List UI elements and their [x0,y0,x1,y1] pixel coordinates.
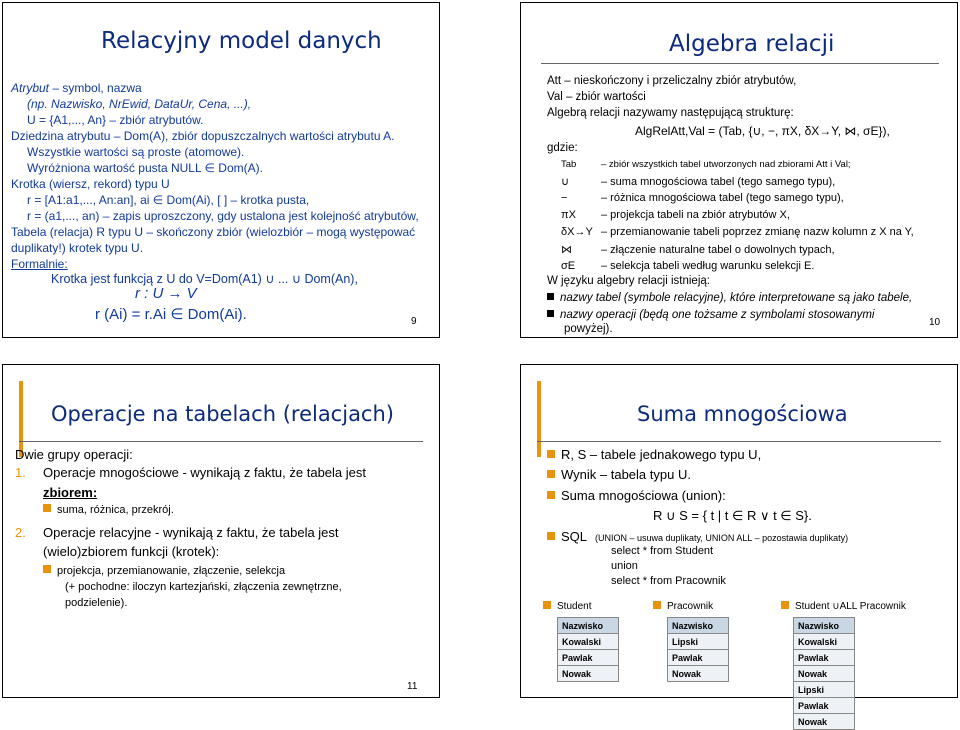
text-line: r = (a1,..., an) – zapis uproszczony, gdy ustalona jest kolejność atrybutów, [27,209,419,223]
page-number: 10 [929,317,941,328]
table-row [794,634,855,650]
table-cell: Nowak [794,714,855,730]
text-line: (+ pochodne: iloczyn kartezjański, złączenia zewnętrzne, [65,581,342,593]
table-cell: Nowak [668,666,729,682]
list-number: 2. [15,525,26,540]
table-cell: Pawlak [558,650,619,666]
bullet-line: R, S – tabele jednakowego typu U, [547,447,761,462]
formula: r : U → V [135,285,197,302]
bullet-line: SQL (UNION – usuwa duplikaty, UNION ALL – pozostawia duplikaty) [547,529,848,544]
table-row [794,666,855,682]
bullet-line: Wynik – tabela typu U. [547,467,691,482]
list-number: 1. [15,465,26,480]
bullet-icon [547,293,554,300]
text-line: Val – zbiór wartości [547,91,646,103]
op-row: σE – selekcja tabeli według warunku selekcji E. [561,260,815,272]
slide-title: Algebra relacji [669,31,835,57]
bullet-line: nazwy operacji (będą one tożsame z symbolami stosowanymi [547,309,874,321]
op-row: ⋈ – złączenie naturalne tabel o dowolnych typach, [561,244,835,256]
bullet-icon [547,450,555,458]
table-cell: Pawlak [668,650,729,666]
bullet-line: suma, różnica, przekrój. [43,504,174,516]
table-row [794,714,855,730]
text-line: (wielo)zbiorem funkcji (krotek): [43,544,220,559]
table-cell: Lipski [794,682,855,698]
bullet-icon [43,504,51,512]
bullet-icon [43,565,51,573]
slide-operacje [2,364,440,698]
table-row [558,618,619,634]
formula: r (Ai) = r.Ai ∈ Dom(Ai). [95,306,247,323]
text-line: Att – nieskończony i przeliczalny zbiór atrybutów, [547,75,797,87]
text-line: U = {A1,..., An} – zbiór atrybutów. [27,113,204,127]
bullet-icon [547,310,554,317]
table-caption: Pracownik [653,601,713,612]
text-line: Operacje mnogościowe - wynikają z faktu, że tabela jest [43,465,366,480]
table-cell: Nazwisko [558,618,619,634]
slide-suma [407,364,958,727]
bullet-icon [547,491,555,499]
text-line: Krotka jest funkcją z U do V=Dom(A1) ∪ ... ∪ Dom(An), [51,272,358,286]
op-row: δX→Y – przemianowanie tabeli poprzez zmianę nazw kolumn z X na Y, [561,226,914,238]
accent-bar [537,381,541,457]
bullet-line: projekcja, przemianowanie, złączenie, selekcja [43,565,285,577]
title-rule [537,441,941,442]
formula: AlgRelAtt,Val = (Tab, {∪, −, πX, δX→Y, ⋈, σE}), [635,124,890,138]
text-line: Wyróżniona wartość pusta NULL ∈ Dom(A). [27,161,263,175]
text-line: gdzie: [547,142,578,154]
text-line: Algebrą relacji nazywamy następującą strukturę: [547,107,794,119]
page-number: 11 [407,681,418,692]
op-row: Tab – zbiór wszystkich tabel utworzonych nad zbiorami Att i Val; [561,159,851,170]
table-row [558,634,619,650]
table-row [668,634,729,650]
square-icon [653,601,661,609]
table-row [668,618,729,634]
table-cell: Kowalski [558,634,619,650]
table-cell: Nazwisko [794,618,855,634]
table-cell: Nowak [794,666,855,682]
text-line: Dwie grupy operacji: [15,447,133,462]
formula: R ∪ S = { t | t ∈ R ∨ t ∈ S}. [653,508,812,523]
text-line: Dziedzina atrybutu – Dom(A), zbiór dopuszczalnych wartości atrybutu A. [11,129,395,143]
code-line: union [611,560,638,572]
op-row: ∪ – suma mnogościowa tabel (tego samego typu), [561,176,836,188]
code-line: select * from Pracownik [611,575,726,587]
square-icon [781,601,789,609]
square-icon [543,601,551,609]
bullet-icon [547,470,555,478]
table-cell: Kowalski [794,634,855,650]
table-row [668,666,729,682]
pracownik-table [667,617,729,682]
table-cell: Pawlak [794,650,855,666]
accent-bar [19,381,23,457]
text-line: zbiorem: [43,485,98,500]
bullet-icon [547,532,555,540]
text-line: Krotka (wiersz, rekord) typu U [11,177,170,191]
text-line: Operacje relacyjne - wynikają z faktu, że tabela jest [43,525,339,540]
text-line: (np. Nazwisko, NrEwid, DataUr, Cena, ...), [27,97,252,111]
slide-title: Suma mnogościowa [637,402,848,426]
table-row [794,618,855,634]
slide-algebra-relacji [520,2,958,338]
table-row [558,650,619,666]
union-table [793,617,855,730]
table-cell: Lipski [668,634,729,650]
table-cell: Pawlak [794,698,855,714]
slide-title: Operacje na tabelach (relacjach) [51,402,394,426]
text-line: Tabela (relacja) R typu U – skończony zbiór (wielozbiór – mogą występować [11,225,416,239]
text-line: powyżej). [564,323,613,335]
title-rule [19,441,423,442]
table-row [558,666,619,682]
text-line: duplikaty!) krotek typu U. [11,241,144,255]
text-line: W języku algebry relacji istnieją: [547,275,710,287]
table-row [794,650,855,666]
page-number: 9 [411,316,417,327]
bullet-line: Suma mnogościowa (union): [547,488,726,503]
text-line: podzielenie). [65,597,128,609]
op-row: − – różnica mnogościowa tabel (tego samego typu), [561,192,844,204]
table-cell: Nowak [558,666,619,682]
bullet-line: nazwy tabel (symbole relacyjne), które interpretowane są jako tabele, [547,292,912,304]
student-table [557,617,619,682]
attr-line: Atrybut – symbol, nazwa [11,81,142,95]
slide-title: Relacyjny model danych [101,28,382,54]
table-row [794,682,855,698]
text-line: r = [A1:a1,..., An:an], ai ∈ Dom(Ai), [ ] – krotka pusta, [27,193,310,207]
table-caption: Student [543,601,591,612]
table-row [668,650,729,666]
table-cell: Nazwisko [668,618,729,634]
code-line: select * from Student [611,545,714,557]
text-line: Formalnie: [11,257,68,271]
text-line: Wszystkie wartości są proste (atomowe). [27,145,245,159]
title-rule [541,63,939,64]
table-caption: Student ∪ALL Pracownik [781,601,906,612]
op-row: πX – projekcja tabeli na zbiór atrybutów X, [561,209,790,221]
slide-relacyjny-model [2,2,440,338]
